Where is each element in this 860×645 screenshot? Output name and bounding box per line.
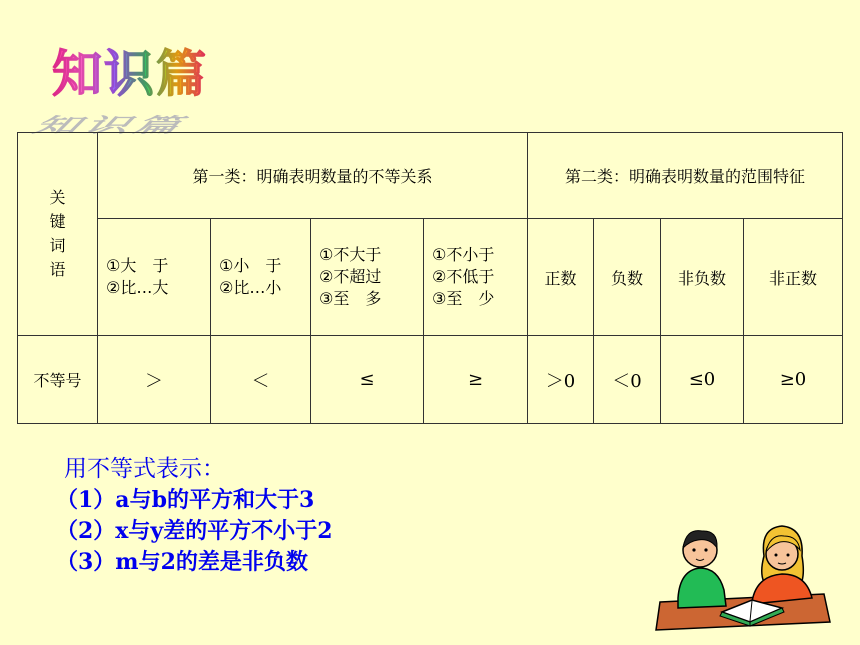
symbol-cell: ＞0 — [528, 336, 594, 424]
children-reading-illustration — [652, 522, 832, 632]
symbol-cell: ＜0 — [594, 336, 661, 424]
keyword-cell: 负数 — [594, 219, 661, 336]
symbol-cell: ＜ — [211, 336, 311, 424]
exercise-item: （3）m与2的差是非负数 — [56, 549, 308, 575]
group2-title: 第二类：明确表明数量的范围特征 — [528, 133, 843, 219]
symbol-row — [18, 336, 843, 424]
keyword-cell: 正数 — [528, 219, 594, 336]
symbol-cell: ＞ — [98, 336, 211, 424]
exercise-heading: 用不等式表示： — [64, 456, 225, 482]
keyword-cell: ①不小于 ②不低于 ③至 少 — [424, 219, 528, 336]
symbol-cell: ≥ — [424, 336, 528, 424]
keyword-row-header: 关键词语 — [18, 133, 98, 336]
exercise-item: （2）x与y差的平方不小于2 — [56, 518, 333, 544]
symbol-cell: ≥0 — [744, 336, 843, 424]
keyword-cell: ①大 于 ②比…大 — [98, 219, 211, 336]
keyword-row — [18, 219, 843, 336]
exercise-item: （1）a与b的平方和大于3 — [56, 487, 315, 513]
slide-title — [20, 30, 240, 138]
keyword-cell: ①不大于 ②不超过 ③至 多 — [311, 219, 424, 336]
keyword-table — [17, 132, 843, 424]
keyword-cell: ①小 于 ②比…小 — [211, 219, 311, 336]
exercise-block — [56, 454, 333, 578]
title-text: 知识篇 — [52, 34, 208, 106]
group1-title: 第一类：明确表明数量的不等关系 — [98, 133, 528, 219]
keyword-cell: 非负数 — [661, 219, 744, 336]
symbol-row-header: 不等号 — [18, 336, 98, 424]
title-shadow: 知识篇 — [26, 114, 200, 138]
symbol-cell: ≤ — [311, 336, 424, 424]
keyword-cell: 非正数 — [744, 219, 843, 336]
symbol-cell: ≤0 — [661, 336, 744, 424]
